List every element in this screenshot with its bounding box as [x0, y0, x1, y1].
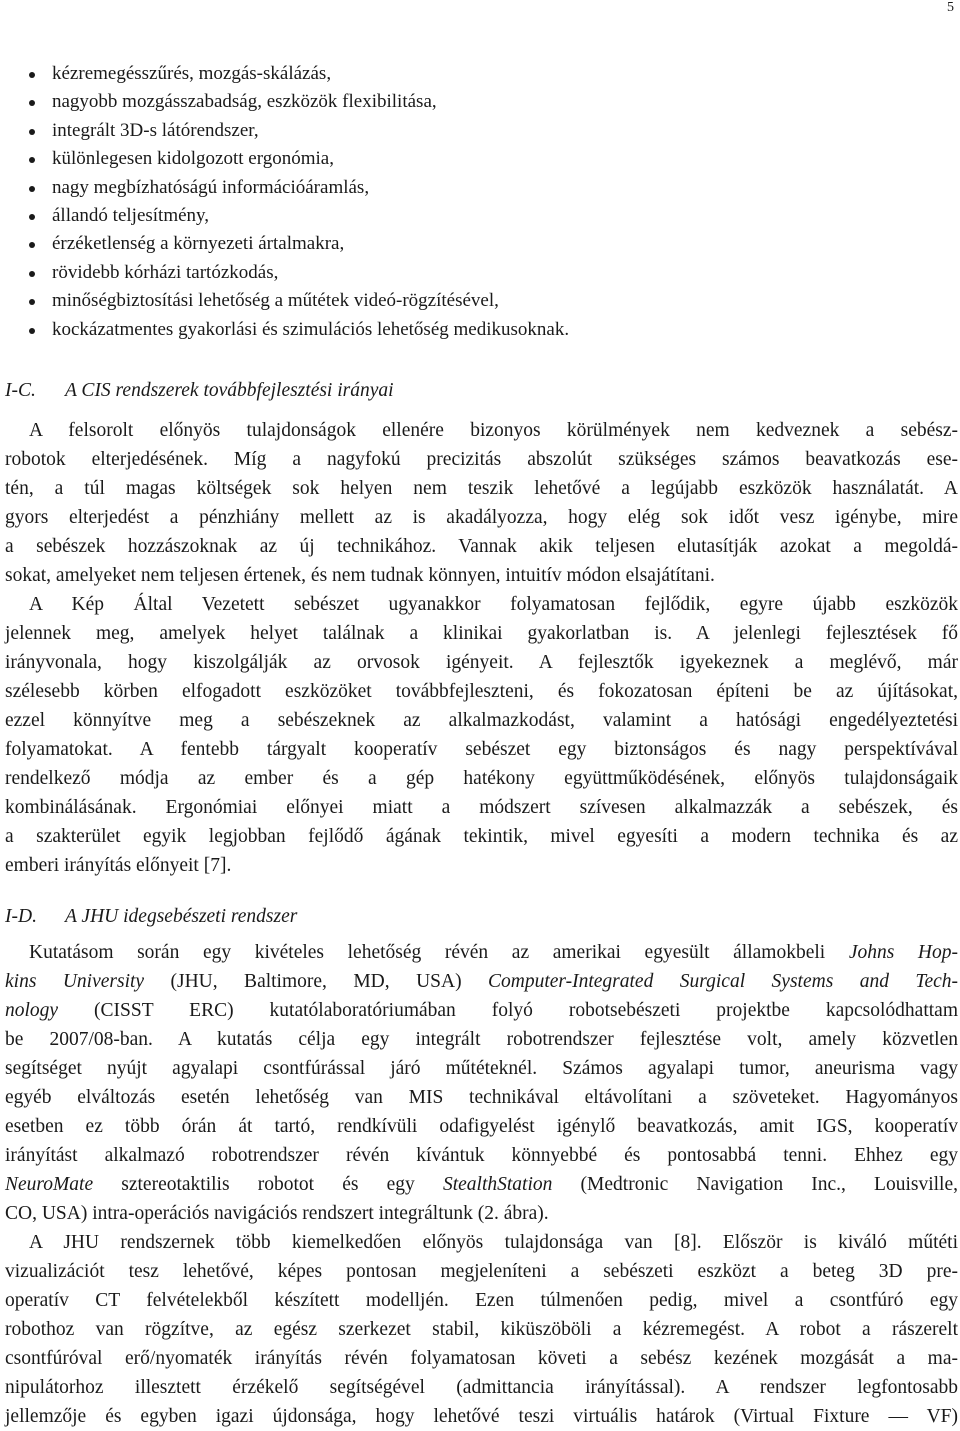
- text-line: gyors elterjedést a pénzhiány mellett az is akadályozza, hogy elég sok időt vesz igénybe, mire: [5, 507, 958, 528]
- text-line: robotok elterjedésének. Míg a nagyfokú precizitás abszolút szükséges számos beavatkozás ese-: [5, 449, 958, 470]
- text-line: rendelkező módja az ember és a gép hatékony együttműködésének, előnyös tulajdonságaik: [5, 768, 958, 789]
- text-line: CO, USA) intra-operációs navigációs rendszert integráltunk (2. ábra).: [5, 1203, 549, 1224]
- section-title: A CIS rendszerek továbbfejlesztési irányai: [65, 380, 394, 401]
- text-line: kombinálásának. Ergonómiai előnyei miatt a módszert szívesen alkalmazzák a sebészek, és: [5, 797, 958, 818]
- list-item: állandó teljesítmény,: [0, 202, 569, 230]
- list-item: minőségbiztosítási lehetőség a műtétek videó-rögzítésével,: [0, 287, 569, 315]
- text-line: esetben ez több órán át tartó, rendkívüli odafigyelést igénylő beavatkozás, amit IGS, kooperatív: [5, 1116, 958, 1137]
- text-line: vizualizációt tesz lehetővé, képes pontosan megjeleníteni a sebészeti eszközt a beteg 3D pre-: [5, 1261, 958, 1282]
- text-line: a szakterület egyik legjobban fejlődő ágának tekintik, mivel egyesíti a modern technika és az: [5, 826, 958, 847]
- text-line: operatív CT felvételekből készített modelljén. Ezen túlmenően pedig, mivel a csontfúró egy: [5, 1290, 958, 1311]
- list-item: nagy megbízhatóságú információáramlás,: [0, 174, 569, 202]
- section-heading-ic: [5, 380, 394, 402]
- text-line: ezzel könnyítve meg a sebészeknek az alkalmazkodást, valamint a hatósági engedélyeztetési: [5, 710, 958, 731]
- section-number: I-C.: [5, 380, 36, 401]
- text-line: A JHU rendszernek több kiemelkedően előnyös tulajdonsága van [8]. Először is kiváló műtéti: [29, 1232, 958, 1253]
- text-line: A Kép Által Vezetett sebészet ugyanakkor folyamatosan fejlődik, egyre újabb eszközök: [29, 594, 958, 615]
- text-line: a sebészek hozzászoknak az új technikához. Vannak akik teljesen elutasítják azokat a megoldá-: [5, 536, 958, 557]
- text-line: NeuroMate sztereotaktilis robotot és egy StealthStation (Medtronic Navigation Inc., Louisville,: [5, 1174, 959, 1195]
- section-number: I-D.: [5, 906, 37, 927]
- list-item: érzéketlenség a környezeti ártalmakra,: [0, 230, 569, 258]
- page-number: 5: [947, 0, 954, 15]
- list-item: különlegesen kidolgozott ergonómia,: [0, 145, 569, 173]
- text-line: jelennek meg, amelyek helyet találnak a klinikai gyakorlatban is. A jelenlegi fejlesztések fő: [5, 623, 958, 644]
- text-line: irányítást alkalmazó robotrendszer révén kívántuk könnyebbé és pontosabbá tenni. Ehhez egy: [5, 1145, 958, 1166]
- text-line: kins University (JHU, Baltimore, MD, USA) Computer-Integrated Surgical Systems and Tech-: [5, 971, 958, 992]
- text-line: jellemzője és egyben igazi újdonsága, hogy lehetővé teszi virtuális határok (Virtual Fixture — VF): [5, 1406, 958, 1427]
- section-heading-id: [5, 906, 297, 928]
- text-line: segítséget nyújt agyalapi csontfúrással járó műtéteknél. Számos agyalapi tumor, aneurisma vagy: [5, 1058, 958, 1079]
- list-item: kockázatmentes gyakorlási és szimulációs lehetőség medikusoknak.: [0, 316, 569, 344]
- text-line: robothoz van rögzítve, az egész szerkezet stabil, kiküszöböli a kézremegést. A robot a rászerelt: [5, 1319, 958, 1340]
- list-item: nagyobb mozgásszabadság, eszközök flexibilitása,: [0, 88, 569, 116]
- text-line: szélesebb körben elfogadott eszközöket továbbfejleszteni, és fokozatosan építeni be az újításokat,: [5, 681, 958, 702]
- text-line: csontfúróval erő/nyomaték irányítás révén folyamatosan követi a sebész kezének mozgását a ma-: [5, 1348, 958, 1369]
- list-item: integrált 3D-s látórendszer,: [0, 117, 569, 145]
- text-line: Kutatásom során egy kivételes lehetőség révén az amerikai egyesült államokbeli Johns Hop-: [29, 942, 958, 963]
- section-title: A JHU idegsebészeti rendszer: [65, 906, 298, 927]
- text-line: nipulátorhoz illesztett érzékelő segítségével (admittancia irányítással). A rendszer legfontosabb: [5, 1377, 958, 1398]
- section-ic-body: [5, 416, 958, 880]
- list-item: kézremegésszűrés, mozgás-skálázás,: [0, 60, 569, 88]
- text-line: tén, a túl magas költségek sok helyen nem teszik lehetővé a legújabb eszközök használatát. A: [5, 478, 958, 499]
- text-line: be 2007/08-ban. A kutatás célja egy integrált robotrendszer fejlesztése volt, amely közvetlen: [5, 1029, 958, 1050]
- benefit-list: [0, 60, 569, 344]
- text-line: A felsorolt előnyös tulajdonságok ellenére bizonyos körülmények nem kedveznek a sebész-: [29, 420, 958, 441]
- text-line: sokat, amelyeket nem teljesen értenek, és nem tudnak könnyen, intuitív módon elsajátítani.: [5, 565, 715, 586]
- list-item: rövidebb kórházi tartózkodás,: [0, 259, 569, 287]
- text-line: nology (CISST ERC) kutatólaboratóriumában folyó robotsebészeti projektbe kapcsolódhattam: [5, 1000, 958, 1021]
- text-line: folyamatokat. A fentebb tárgyalt kooperatív sebészet egy biztonságos és nagy perspektívával: [5, 739, 958, 760]
- text-line: irányvonala, hogy kiszolgálják az orvosok igényeit. A fejlesztők igyekeznek a meglévő, már: [5, 652, 958, 673]
- text-line: egyéb elváltozás esetén lehetőség van MIS technikával eltávolítani a szöveteket. Hagyományos: [5, 1087, 958, 1108]
- section-id-body: [5, 938, 958, 1431]
- text-line: emberi irányítás előnyeit [7].: [5, 855, 232, 876]
